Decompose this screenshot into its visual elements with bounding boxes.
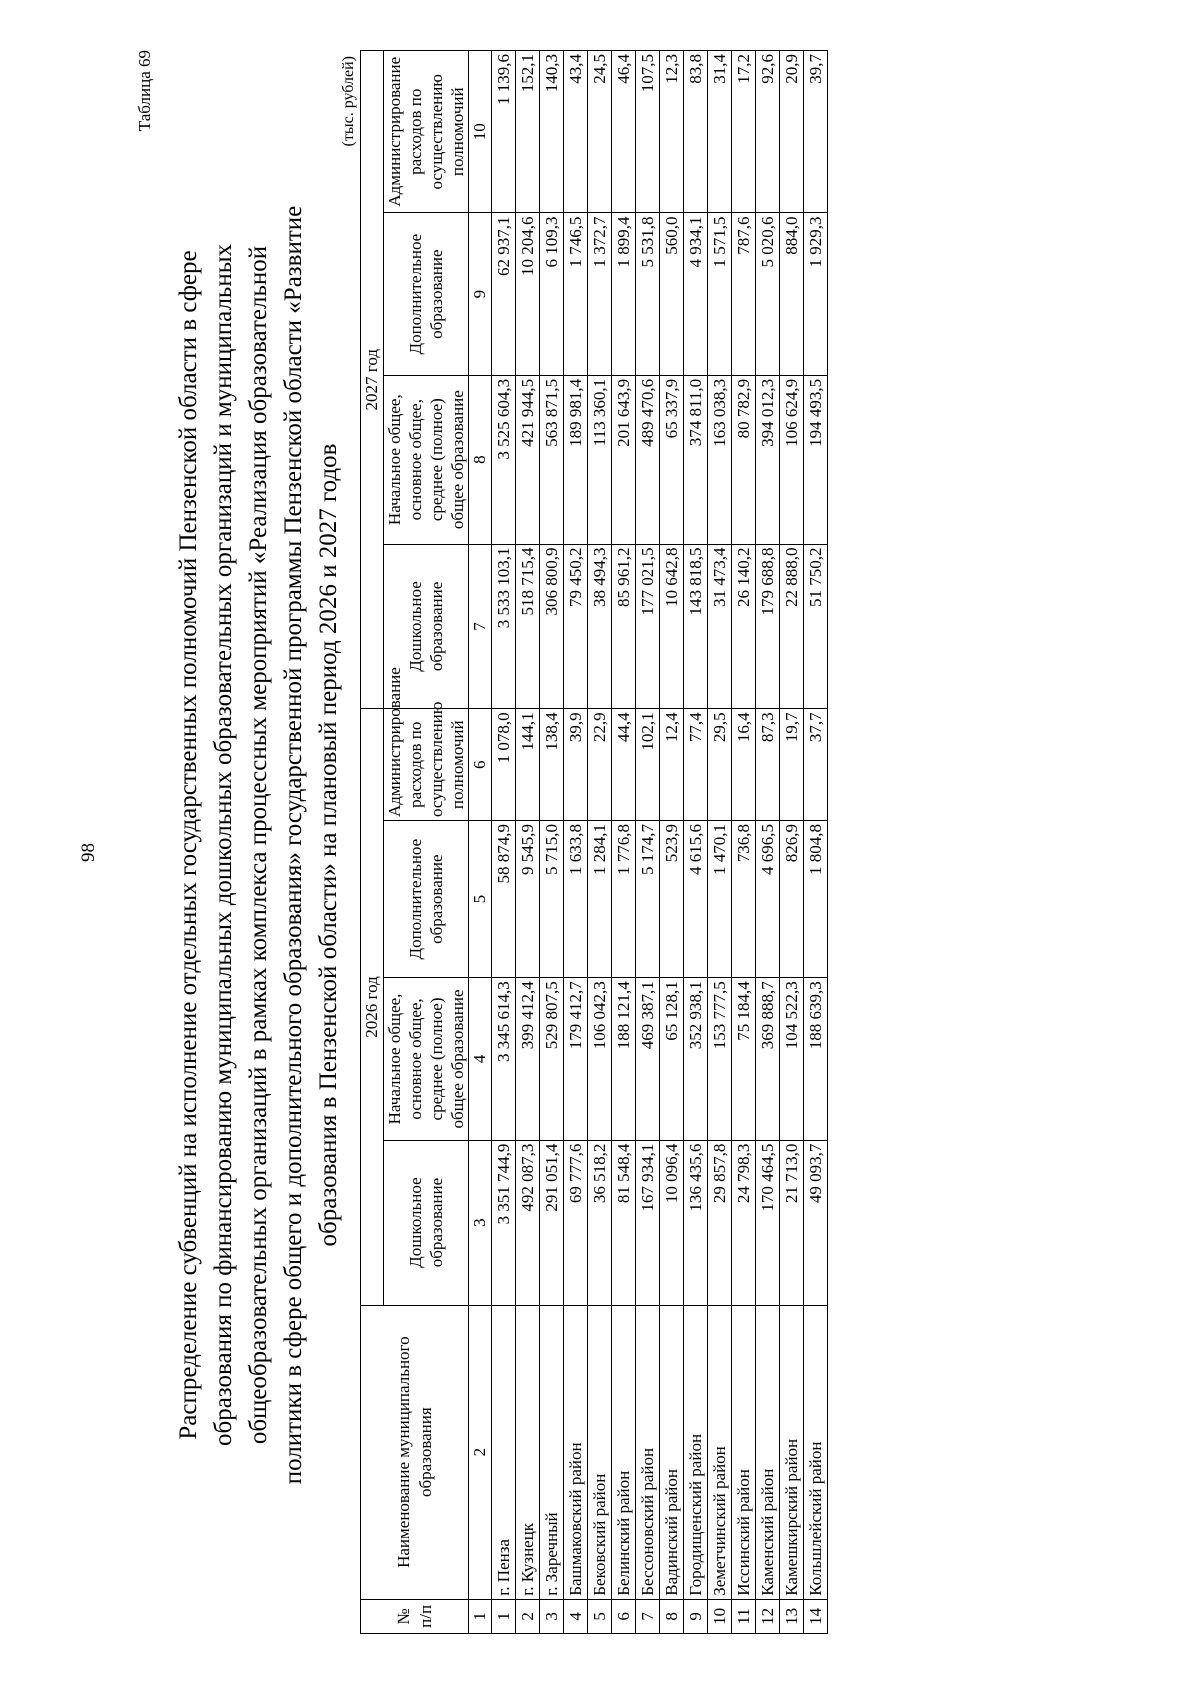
amount-cell: 83,8 [684,51,708,213]
amount-cell: 79 450,2 [564,544,588,709]
subvention-table [360,50,828,1634]
amount-cell: 1 470,1 [708,821,732,978]
row-number-cell: 3 [540,1599,564,1633]
amount-cell: 81 548,4 [612,1140,636,1305]
amount-cell: 31 473,4 [708,544,732,709]
amount-cell: 77,4 [684,709,708,821]
amount-cell: 826,9 [780,821,804,978]
municipality-cell: Башмаковский район [564,1305,588,1599]
amount-cell: 469 387,1 [636,978,660,1140]
amount-cell: 65 128,1 [660,978,684,1140]
amount-cell: 22,9 [588,709,612,821]
header-municipality: Наименование муниципального образования [361,1305,469,1599]
amount-cell: 163 038,3 [708,375,732,544]
amount-cell: 12,4 [660,709,684,821]
column-number: 1 [469,1599,492,1633]
table-row [732,51,756,1634]
row-number-cell: 7 [636,1599,660,1633]
amount-cell: 92,6 [756,51,780,213]
amount-cell: 5 174,7 [636,821,660,978]
amount-cell: 107,5 [636,51,660,213]
amount-cell: 1 929,3 [804,213,828,375]
amount-cell: 3 345 614,3 [492,978,516,1140]
table-row [684,51,708,1634]
municipality-cell: Бессоновский район [636,1305,660,1599]
amount-cell: 140,3 [540,51,564,213]
amount-cell: 3 525 604,3 [492,375,516,544]
municipality-cell: Кольшлейский район [804,1305,828,1599]
amount-cell: 38 494,3 [588,544,612,709]
amount-cell: 36 518,2 [588,1140,612,1305]
amount-cell: 39,9 [564,709,588,821]
amount-cell: 563 871,5 [540,375,564,544]
title-line: образования в Пензенской области» на плановый период 2026 и 2027 годов [315,443,342,1247]
amount-cell: 152,1 [516,51,540,213]
amount-cell: 4 696,5 [756,821,780,978]
row-number-cell: 10 [708,1599,732,1633]
amount-cell: 75 184,4 [732,978,756,1140]
amount-cell: 49 093,7 [804,1140,828,1305]
amount-cell: 144,1 [516,709,540,821]
amount-cell: 65 337,9 [660,375,684,544]
amount-cell: 153 777,5 [708,978,732,1140]
row-number-cell: 1 [492,1599,516,1633]
column-number: 6 [469,709,492,821]
amount-cell: 69 777,6 [564,1140,588,1305]
header-admin-2026: Администрирование расходов по осуществлению полномочий [384,709,469,821]
amount-cell: 29,5 [708,709,732,821]
table-row [804,51,828,1634]
amount-cell: 1 139,6 [492,51,516,213]
municipality-cell: Камешкирский район [780,1305,804,1599]
amount-cell: 62 937,1 [492,213,516,375]
amount-cell: 3 351 744,9 [492,1140,516,1305]
amount-cell: 492 087,3 [516,1140,540,1305]
amount-cell: 19,7 [780,709,804,821]
column-number: 2 [469,1305,492,1599]
table-row [780,51,804,1634]
column-number: 9 [469,213,492,375]
row-number-cell: 2 [516,1599,540,1633]
amount-cell: 369 888,7 [756,978,780,1140]
title-line: политики в сфере общего и дополнительного образования» государственной программы Пензенской области «Развитие [280,205,307,1485]
amount-cell: 787,6 [732,213,756,375]
amount-cell: 143 818,5 [684,544,708,709]
amount-cell: 529 807,5 [540,978,564,1140]
rotated-page-content [135,50,1015,1640]
column-number: 8 [469,375,492,544]
amount-cell: 523,9 [660,821,684,978]
amount-cell: 80 782,9 [732,375,756,544]
amount-cell: 884,0 [780,213,804,375]
amount-cell: 736,8 [732,821,756,978]
amount-cell: 20,9 [780,51,804,213]
column-number: 3 [469,1140,492,1305]
amount-cell: 46,4 [612,51,636,213]
amount-cell: 167 934,1 [636,1140,660,1305]
header-preschool-2026: Дошкольное образование [384,1140,469,1305]
column-number: 10 [469,51,492,213]
amount-cell: 518 715,4 [516,544,540,709]
table-sheet [135,50,1015,1640]
amount-cell: 374 811,0 [684,375,708,544]
amount-cell: 31,4 [708,51,732,213]
municipality-cell: г. Пенза [492,1305,516,1599]
amount-cell: 194 493,5 [804,375,828,544]
document-title [171,50,346,1640]
amount-cell: 4 934,1 [684,213,708,375]
amount-cell: 26 140,2 [732,544,756,709]
row-number-cell: 14 [804,1599,828,1633]
row-number-cell: 4 [564,1599,588,1633]
amount-cell: 399 412,4 [516,978,540,1140]
amount-cell: 1 899,4 [612,213,636,375]
row-number-cell: 11 [732,1599,756,1633]
amount-cell: 1 571,5 [708,213,732,375]
amount-cell: 1 804,8 [804,821,828,978]
amount-cell: 5 715,0 [540,821,564,978]
title-line: общеобразовательных организаций в рамках комплекса процессных мероприятий «Реализация образовательной [245,245,272,1445]
municipality-cell: Иссинский район [732,1305,756,1599]
table-row [564,51,588,1634]
amount-cell: 85 961,2 [612,544,636,709]
amount-cell: 189 981,4 [564,375,588,544]
table-row [756,51,780,1634]
municipality-cell: Вадинский район [660,1305,684,1599]
amount-cell: 394 012,3 [756,375,780,544]
amount-cell: 37,7 [804,709,828,821]
amount-cell: 44,4 [612,709,636,821]
amount-cell: 24 798,3 [732,1140,756,1305]
amount-cell: 1 746,5 [564,213,588,375]
amount-cell: 1 284,1 [588,821,612,978]
row-number-cell: 8 [660,1599,684,1633]
row-number-cell: 13 [780,1599,804,1633]
column-number: 4 [469,978,492,1140]
title-line: Распределение субвенций на исполнение отдельных государственных полномочий Пензенской области в сфере [175,250,202,1440]
header-year-2026: 2026 год [361,709,384,1305]
header-general-2026: Начальное общее, основное общее, среднее (полное) общее образование [384,978,469,1140]
amount-cell: 6 109,3 [540,213,564,375]
amount-cell: 16,4 [732,709,756,821]
municipality-cell: г. Кузнецк [516,1305,540,1599]
amount-cell: 5 020,6 [756,213,780,375]
amount-cell: 104 522,3 [780,978,804,1140]
amount-cell: 106 042,3 [588,978,612,1140]
amount-cell: 10 204,6 [516,213,540,375]
amount-cell: 113 360,1 [588,375,612,544]
row-number-cell: 9 [684,1599,708,1633]
amount-cell: 291 051,4 [540,1140,564,1305]
title-line: образования по финансированию муниципальных дошкольных образовательных организаций и муниципальных [210,243,237,1447]
amount-cell: 201 643,9 [612,375,636,544]
header-additional-2027: Дополнительное образование [384,213,469,375]
amount-cell: 1 078,0 [492,709,516,821]
header-year-2027: 2027 год [361,51,384,709]
table-row [708,51,732,1634]
amount-cell: 560,0 [660,213,684,375]
header-general-2027: Начальное общее, основное общее, среднее (полное) общее образование [384,375,469,544]
header-no: № п/п [361,1599,469,1633]
header-additional-2026: Дополнительное образование [384,821,469,978]
amount-cell: 177 021,5 [636,544,660,709]
table-row [660,51,684,1634]
amount-cell: 4 615,6 [684,821,708,978]
amount-cell: 136 435,6 [684,1140,708,1305]
municipality-cell: Каменский район [756,1305,780,1599]
row-number-cell: 6 [612,1599,636,1633]
amount-cell: 1 372,7 [588,213,612,375]
municipality-cell: Белинский район [612,1305,636,1599]
amount-cell: 179 412,7 [564,978,588,1140]
amount-cell: 29 857,8 [708,1140,732,1305]
table-row [588,51,612,1634]
amount-cell: 51 750,2 [804,544,828,709]
amount-cell: 10 096,4 [660,1140,684,1305]
municipality-cell: г. Заречный [540,1305,564,1599]
amount-cell: 1 633,8 [564,821,588,978]
amount-cell: 179 688,8 [756,544,780,709]
amount-cell: 9 545,9 [516,821,540,978]
table-body [492,51,828,1634]
amount-cell: 489 470,6 [636,375,660,544]
header-admin-2027: Администрирование расходов по осуществлению полномочий [384,51,469,213]
amount-cell: 24,5 [588,51,612,213]
row-number-cell: 5 [588,1599,612,1633]
amount-cell: 421 944,5 [516,375,540,544]
table-row [612,51,636,1634]
amount-cell: 138,4 [540,709,564,821]
amount-cell: 39,7 [804,51,828,213]
amount-cell: 17,2 [732,51,756,213]
amount-cell: 170 464,5 [756,1140,780,1305]
amount-cell: 1 776,8 [612,821,636,978]
column-number: 7 [469,544,492,709]
amount-cell: 43,4 [564,51,588,213]
amount-cell: 106 624,9 [780,375,804,544]
page-number: 98 [78,843,99,862]
table-row [492,51,516,1634]
row-number-cell: 12 [756,1599,780,1633]
amount-cell: 352 938,1 [684,978,708,1140]
amount-cell: 3 533 103,1 [492,544,516,709]
column-numbers-row [469,51,492,1634]
amount-cell: 5 531,8 [636,213,660,375]
amount-cell: 58 874,9 [492,821,516,978]
units-label: (тыс. рублей) [340,56,357,147]
header-preschool-2027: Дошкольное образование [384,544,469,709]
table-row [636,51,660,1634]
table-row [516,51,540,1634]
table-row [540,51,564,1634]
amount-cell: 188 121,4 [612,978,636,1140]
amount-cell: 12,3 [660,51,684,213]
table-label: Таблица 69 [135,50,154,132]
amount-cell: 188 639,3 [804,978,828,1140]
amount-cell: 21 713,0 [780,1140,804,1305]
column-number: 5 [469,821,492,978]
municipality-cell: Земетчинский район [708,1305,732,1599]
municipality-cell: Бековский район [588,1305,612,1599]
municipality-cell: Городищенский район [684,1305,708,1599]
amount-cell: 10 642,8 [660,544,684,709]
amount-cell: 102,1 [636,709,660,821]
amount-cell: 22 888,0 [780,544,804,709]
amount-cell: 306 800,9 [540,544,564,709]
amount-cell: 87,3 [756,709,780,821]
